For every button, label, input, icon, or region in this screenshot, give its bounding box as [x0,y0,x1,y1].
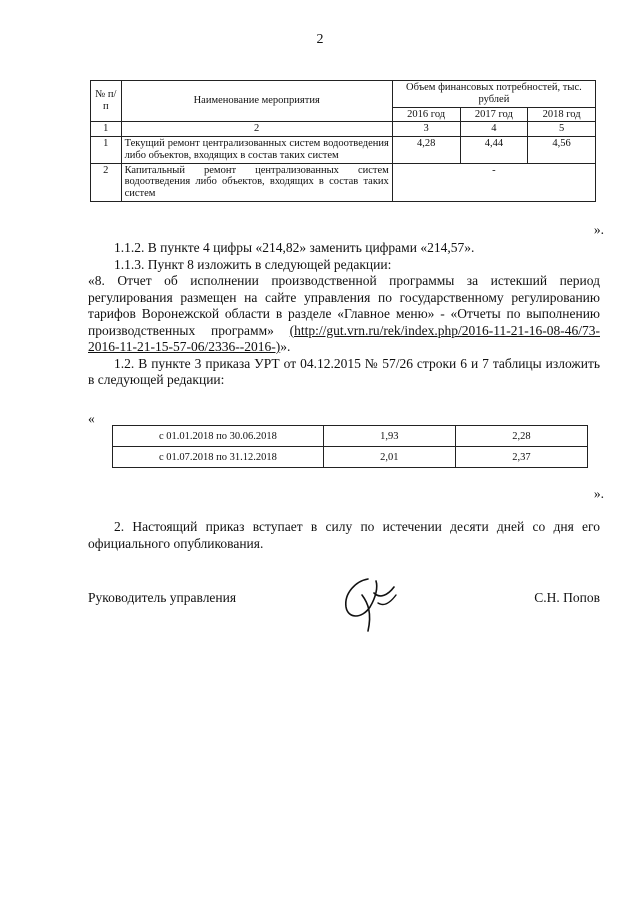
table-row [91,163,596,201]
closing-quote: ». [593,486,604,501]
table-index-row [91,122,596,137]
paragraph-1-2: 1.2. В пункте 3 приказа УРТ от 04.12.2015 № 57/26 строки 6 и 7 таблицы изложить в следующей редакции: [88,355,600,387]
measures-table [90,80,596,202]
row-value: 4,44 [460,137,528,164]
row-num: 1 [91,137,122,164]
paragraph-1-1-3: 1.1.3. Пункт 8 изложить в следующей редакции: [114,256,392,272]
index-cell: 4 [460,122,528,137]
header-year-2017: 2017 год [460,107,528,122]
signatory-name: С.Н. Попов [534,590,600,605]
row-name: Капитальный ремонт централизованных систем водоотведения либо объектов, входящих в состав таких систем [121,163,392,201]
closing-quote: ». [593,222,604,237]
header-num: № п/п [91,81,122,122]
report-link[interactable]: (http://gut.vrn.ru/rek/index.php/2016-11-21-16-08-46/73-2016-11-21-15-57-06/2336--2016-) [88,322,600,354]
rate-value: 1,93 [323,426,455,447]
paragraph-8 [88,273,600,356]
final-paragraph: 2. Настоящий приказ вступает в силу по истечении десяти дней со дня его официального опубликования. [88,519,600,551]
table-row [113,447,588,468]
amendments-text [88,240,600,389]
rate-value: 2,01 [323,447,455,468]
rate-period: с 01.01.2018 по 30.06.2018 [113,426,324,447]
table-row [113,426,588,447]
row-merged-value: - [392,163,595,201]
open-quote: « [88,411,95,426]
index-cell: 5 [528,122,596,137]
rate-value: 2,37 [455,447,587,468]
header-year-2016: 2016 год [392,107,460,122]
table-header-row [91,81,596,108]
rates-table [112,425,588,468]
index-cell: 3 [392,122,460,137]
paragraph-8-end: ». [280,339,291,354]
header-volume: Объем финансовых потребностей, тыс. рублей [392,81,595,108]
row-value: 4,56 [528,137,596,164]
row-name: Текущий ремонт централизованных систем водоотведения либо объектов, входящих в состав таких систем [121,137,392,164]
rate-value: 2,28 [455,426,587,447]
index-cell: 2 [121,122,392,137]
index-cell: 1 [91,122,122,137]
row-value: 4,28 [392,137,460,164]
table-row [91,137,596,164]
signatory-position: Руководитель управления [88,590,237,605]
paragraph-8-text: «8. Отчет об исполнении производственной программы за истекший период регулирования размещен на сайте управления по государственному регулированию тарифов Воронежской области в разделе «Главное меню» - «Отчеты по выполнению производственных программ» [88,273,600,338]
paragraph-1-1-2: 1.1.2. В пункте 4 цифры «214,82» заменить цифрами «214,57». [114,240,475,255]
page-number: 2 [316,32,324,47]
handwritten-signature [338,573,400,635]
header-name: Наименование мероприятия [121,81,392,122]
rate-period: с 01.07.2018 по 31.12.2018 [113,447,324,468]
header-year-2018: 2018 год [528,107,596,122]
row-num: 2 [91,163,122,201]
